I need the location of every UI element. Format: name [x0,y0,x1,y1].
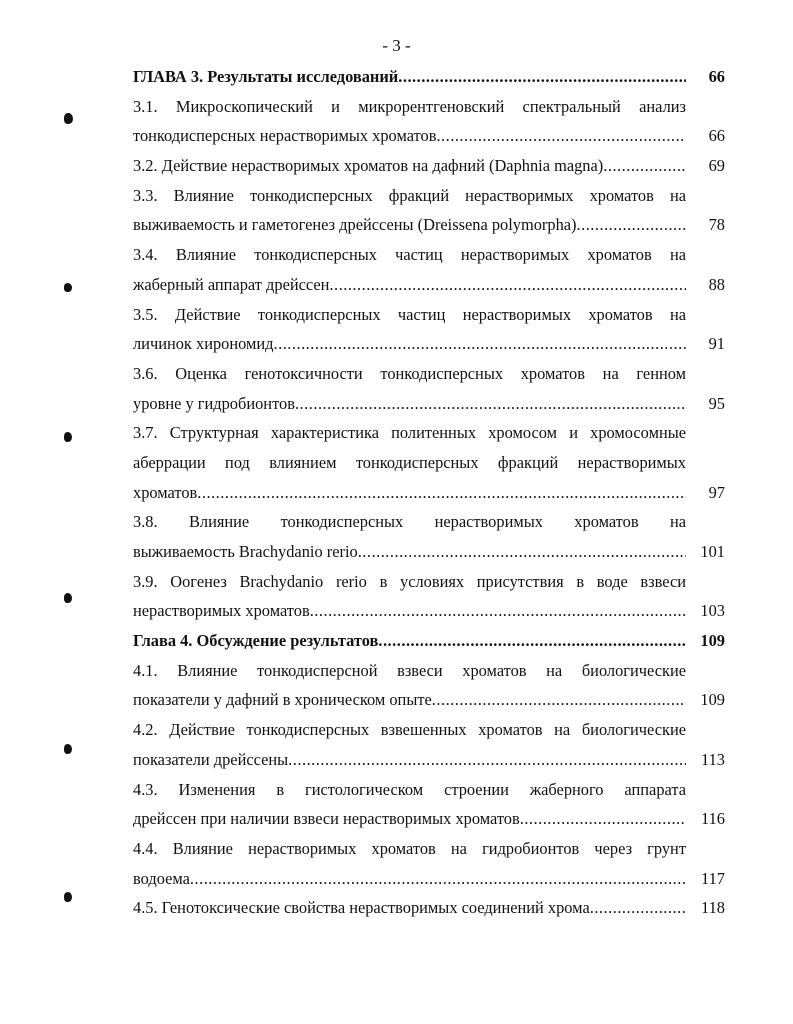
toc-entry-title: выживаемость и гаметогенез дрейссены (Dreissena polymorpha) [133,215,577,235]
toc-entry-line [133,834,725,864]
toc-entry-title: 4.1. Влияние тонкодисперсной взвеси хроматов на биологические [133,660,686,680]
toc-entry-line [133,656,725,686]
binding-hole-mark [64,593,72,603]
toc-page-number: 91 [708,334,725,354]
binding-hole-mark [64,113,73,124]
toc-entry-line [133,567,725,597]
toc-entry-text-with-leader [133,893,686,923]
toc-page-number: 116 [701,809,725,829]
toc-page-number: 118 [701,898,725,918]
toc-page-number: 66 [708,126,725,146]
toc-entry-title: личинок хирономид [133,334,274,354]
binding-hole-mark [64,892,72,902]
toc-entry-line-last [133,62,725,92]
toc-entry-text-with-leader [133,864,686,894]
toc-entry-line-last [133,537,725,567]
toc-entry-title: ГЛАВА 3. Результаты исследований [133,67,399,86]
toc-entry-text-with-leader [133,626,686,656]
dot-leader [398,62,686,92]
toc-entry-line [133,359,725,389]
dot-leader [288,745,686,775]
toc-page-number: 95 [708,393,725,413]
toc-entry-title: жаберный аппарат дрейссен [133,274,330,294]
toc-page-number: 109 [700,690,725,710]
toc-entry-title: 3.9. Оогенез Brachydanio rerio в условиях присутствия в воде взвеси [133,571,686,591]
toc-entry-title: 3.7. Структурная характеристика политенных хромосом и хромосомные [133,423,686,443]
toc-entry-title: 3.2. Действие нерастворимых хроматов на дафний (Daphnia magna) [133,156,604,176]
dot-leader [520,804,686,834]
toc-entry-title: 4.3. Изменения в гистологическом строении жаберного аппарата [133,779,686,799]
toc-entry-line [133,418,725,448]
toc-entry-line-last [133,270,725,300]
toc-page-number: 117 [701,868,725,888]
toc-entry-line [133,507,725,537]
toc-entry-text-with-leader [133,804,686,834]
toc-entry-line-last [133,478,725,508]
toc-page-number: 109 [700,631,725,651]
dot-leader [190,864,686,894]
toc-entry-line-last [133,745,725,775]
toc-entry-line [133,715,725,745]
toc-page-number: 88 [708,274,725,294]
binding-hole-mark [64,283,72,292]
dot-leader [358,537,686,567]
toc-entry-title: 3.1. Микроскопический и микрорентгеновский спектральный анализ [133,96,686,116]
toc-entry-title: дрейссен при наличии взвеси нерастворимых хроматов [133,809,520,829]
toc-entry-line-last [133,329,725,359]
toc-entry-title: 3.5. Действие тонкодисперсных частиц нерастворимых хроматов на [133,304,686,324]
toc-entry-text-with-leader [133,389,686,419]
page-number: - 3 - [382,36,411,55]
toc-entry-title: показатели у дафний в хроническом опыте [133,690,432,710]
toc-entry-title: 3.4. Влияние тонкодисперсных частиц нерастворимых хроматов на [133,245,686,265]
toc-entry-text-with-leader [133,270,686,300]
toc-page-number: 113 [701,749,725,769]
toc-entry-title: аберрации под влиянием тонкодисперсных фракций нерастворимых [133,452,686,472]
toc-entry-line-last [133,685,725,715]
toc-page-number: 78 [708,215,725,235]
toc-entry-title: 4.5. Генотоксические свойства нерастворимых соединений хрома [133,898,590,918]
toc-entry-text-with-leader [133,121,686,151]
dot-leader [274,329,687,359]
toc-page-number: 69 [708,156,725,176]
toc-page-number: 103 [700,601,725,621]
toc-entry-line-last [133,389,725,419]
toc-entry-line [133,181,725,211]
dot-leader [197,478,686,508]
binding-hole-mark [64,432,72,442]
toc-entry-text-with-leader [133,537,686,567]
dot-leader [310,596,686,626]
toc-entry-text-with-leader [133,151,686,181]
toc-entry-line-last [133,626,725,656]
dot-leader [603,151,686,181]
toc-entry-title: уровне у гидробионтов [133,393,295,413]
toc-entry-line-last [133,893,725,923]
binding-hole-mark [64,744,72,754]
toc-entry-title: 3.3. Влияние тонкодисперсных фракций нерастворимых хроматов на [133,185,686,205]
toc-entry-line [133,240,725,270]
toc-entry-text-with-leader [133,62,686,92]
toc-entry-title: нерастворимых хроматов [133,601,310,621]
dot-leader [295,389,686,419]
toc-entry-title: 4.4. Влияние нерастворимых хроматов на гидробионтов через грунт [133,838,686,858]
toc-entry-line [133,448,725,478]
toc-page-number: 101 [700,542,725,561]
toc-entry-line [133,92,725,122]
dot-leader [329,270,686,300]
toc-page-number: 97 [708,482,725,502]
dot-leader [436,121,686,151]
toc-entry-line-last [133,151,725,181]
toc-entry-line-last [133,804,725,834]
toc-entry-title: водоема [133,868,190,888]
toc-entry-title: показатели дрейссены [133,749,289,769]
toc-page-number: 66 [708,67,725,86]
toc-entry-title: 3.8. Влияние тонкодисперсных нерастворимых хроматов на [133,512,686,532]
toc-entry-title: Глава 4. Обсуждение результатов [133,631,379,651]
toc-entry-title: 4.2. Действие тонкодисперсных взвешенных хроматов на биологические [133,720,686,740]
toc-entry-line-last [133,864,725,894]
toc-entry-title: тонкодисперсных нерастворимых хроматов [133,126,437,146]
toc-entry-line-last [133,121,725,151]
toc-entry-title: выживаемость Brachydanio rerio [133,542,358,561]
toc-entry-text-with-leader [133,329,686,359]
toc-entry-text-with-leader [133,210,686,240]
toc-entry-text-with-leader [133,685,686,715]
toc-entry-line [133,300,725,330]
toc-entry-title: хроматов [133,482,198,502]
dot-leader [378,626,686,656]
table-of-contents [133,62,725,923]
toc-entry-title: 3.6. Оценка генотоксичности тонкодисперсных хроматов на генном [133,363,686,383]
toc-entry-text-with-leader [133,596,686,626]
dot-leader [590,893,686,923]
toc-entry-line [133,775,725,805]
dot-leader [577,210,687,240]
dot-leader [432,685,686,715]
toc-entry-line-last [133,210,725,240]
toc-entry-text-with-leader [133,478,686,508]
toc-entry-line-last [133,596,725,626]
toc-entry-text-with-leader [133,745,686,775]
